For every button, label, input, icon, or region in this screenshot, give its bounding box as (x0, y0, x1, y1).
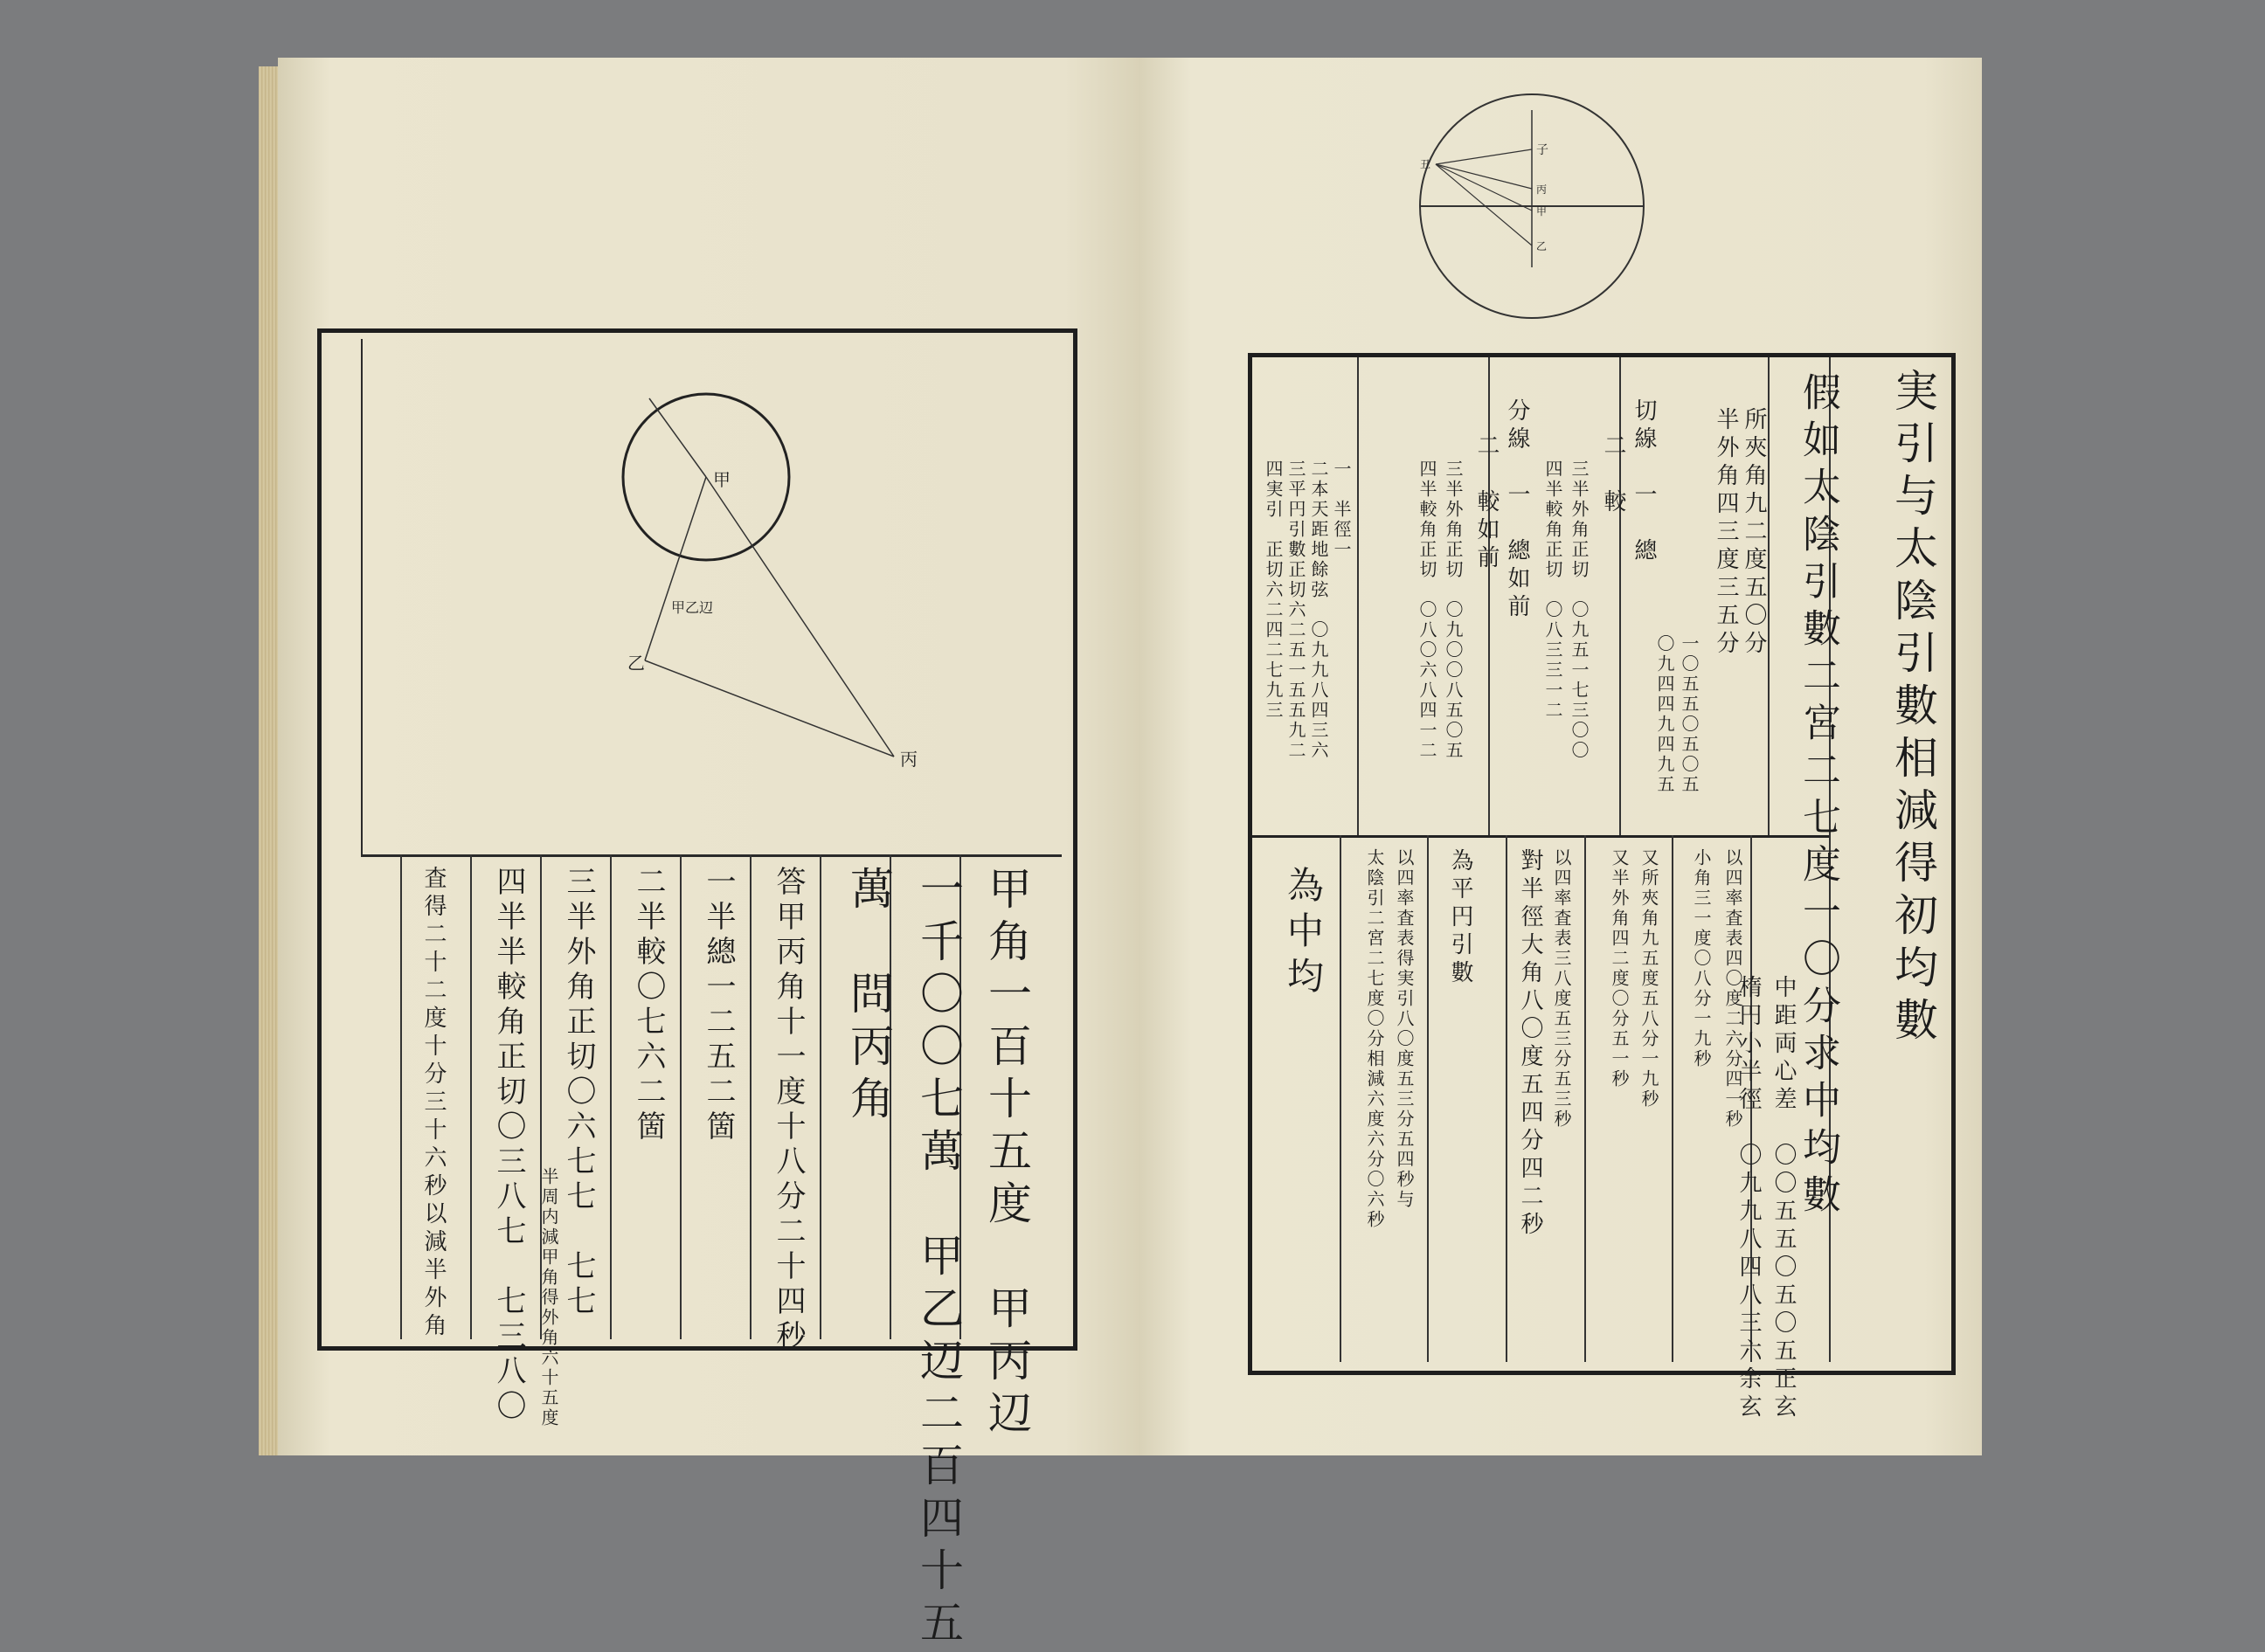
left-col-4: 答甲丙角十一度十八分二十四秒 (771, 866, 806, 1355)
left-col-1: 甲角一百十五度 甲丙辺 (981, 866, 1032, 1442)
lower-col-8: 以四率査表得実引八〇度五三分五四秒与 (1394, 848, 1415, 1210)
right-title: 実引与太陰引數相減得初均數 (1888, 368, 1938, 1049)
lower-col-1: 以四率査表四〇度二六分四一秒 (1722, 848, 1743, 1130)
right-sub-2: 楕円小半徑 〇九九八四八三六余玄 (1735, 975, 1762, 1422)
label-c: 丙 (900, 749, 918, 770)
upper-col-6: 二 較 (1600, 433, 1626, 517)
upper-col-8: 四半較角正切 〇八三三一二 (1542, 460, 1563, 721)
label-mid2: 甲 (1536, 205, 1548, 218)
upper-col-10: 二 較如前 (1473, 433, 1500, 573)
label-top: 子 (1536, 143, 1548, 157)
left-col-9: 査得二十二度十分三十六秒以減半外角 (420, 866, 447, 1341)
left-page (278, 58, 1139, 1652)
left-col-7: 三半外角正切〇六七七 七七 (561, 866, 596, 1320)
label-b: 乙 (627, 653, 645, 674)
upper-col-13: 一 半徑一 (1331, 460, 1352, 560)
lower-col-10: 為中均 (1282, 866, 1325, 1002)
upper-col-15: 三平円引數正切六二五一五五九二 (1285, 460, 1306, 761)
upper-col-1: 所夾角九二度五〇分 (1741, 407, 1767, 659)
left-col-8: 四半半較角正切〇三八七 七三八〇 (491, 866, 526, 1425)
left-col-5: 一半總一二五二箇 (701, 866, 736, 1145)
label-arc: 甲乙辺 (671, 599, 714, 616)
right-example: 假如太陰引數二宮二七度一〇分求中均數 (1796, 372, 1840, 1221)
open-book (278, 58, 1982, 1652)
triangle-diagram (540, 390, 942, 791)
circle-diagram (1401, 93, 1663, 320)
lower-col-3: 又所夾角九五度五八分一九秒 (1638, 848, 1659, 1109)
left-col-note: 半周内減甲角得外角六十五度 (538, 1167, 559, 1428)
upper-col-9: 分線 一 總如前 (1504, 398, 1530, 622)
upper-col-2: 半外角四三度三五分 (1713, 407, 1739, 659)
lower-col-6: 對半徑大角八〇度五四分四二秒 (1517, 848, 1543, 1240)
label-bottom: 乙 (1536, 240, 1548, 252)
upper-col-3: 一〇五五〇五〇五 (1679, 634, 1700, 795)
lower-col-9: 太陰引二宮二七度〇分相減六度六分〇六秒 (1364, 848, 1385, 1230)
label-a: 甲 (713, 469, 731, 490)
upper-col-11: 三半外角正切 〇九〇〇八五〇五 (1443, 460, 1464, 761)
upper-col-12: 四半較角正切 〇八〇六八四一二 (1416, 460, 1437, 761)
upper-col-5: 切線 一 總 (1631, 398, 1657, 566)
lower-col-7: 為平円引數 (1447, 848, 1473, 988)
right-sub-1: 中距両心差 〇〇五五〇五〇五正玄 (1770, 975, 1797, 1422)
left-col-6: 二半較〇七六二箇 (631, 866, 666, 1145)
lower-col-2: 小角三一度〇八分一九秒 (1691, 848, 1712, 1069)
upper-col-7: 三半外角正切 〇九五一七三〇〇 (1569, 460, 1590, 761)
lower-col-5: 以四率査表三八度五三分五三秒 (1551, 848, 1572, 1130)
upper-col-14: 二本天距地餘弦 〇九九八四三六 (1308, 460, 1329, 761)
upper-col-4: 〇九四四九四九五 (1654, 634, 1675, 795)
right-page (1139, 58, 1982, 1455)
label-left: 丑 (1420, 158, 1431, 170)
upper-col-16: 四実引 正切六二四二七九三 (1263, 460, 1284, 721)
left-col-3: 萬 問丙角 (843, 866, 894, 1128)
label-mid1: 丙 (1536, 183, 1548, 196)
left-col-2: 一千〇〇七萬 甲乙辺二百四十五 (913, 866, 964, 1652)
lower-col-4: 又半外角四二度〇分五一秒 (1609, 848, 1630, 1089)
